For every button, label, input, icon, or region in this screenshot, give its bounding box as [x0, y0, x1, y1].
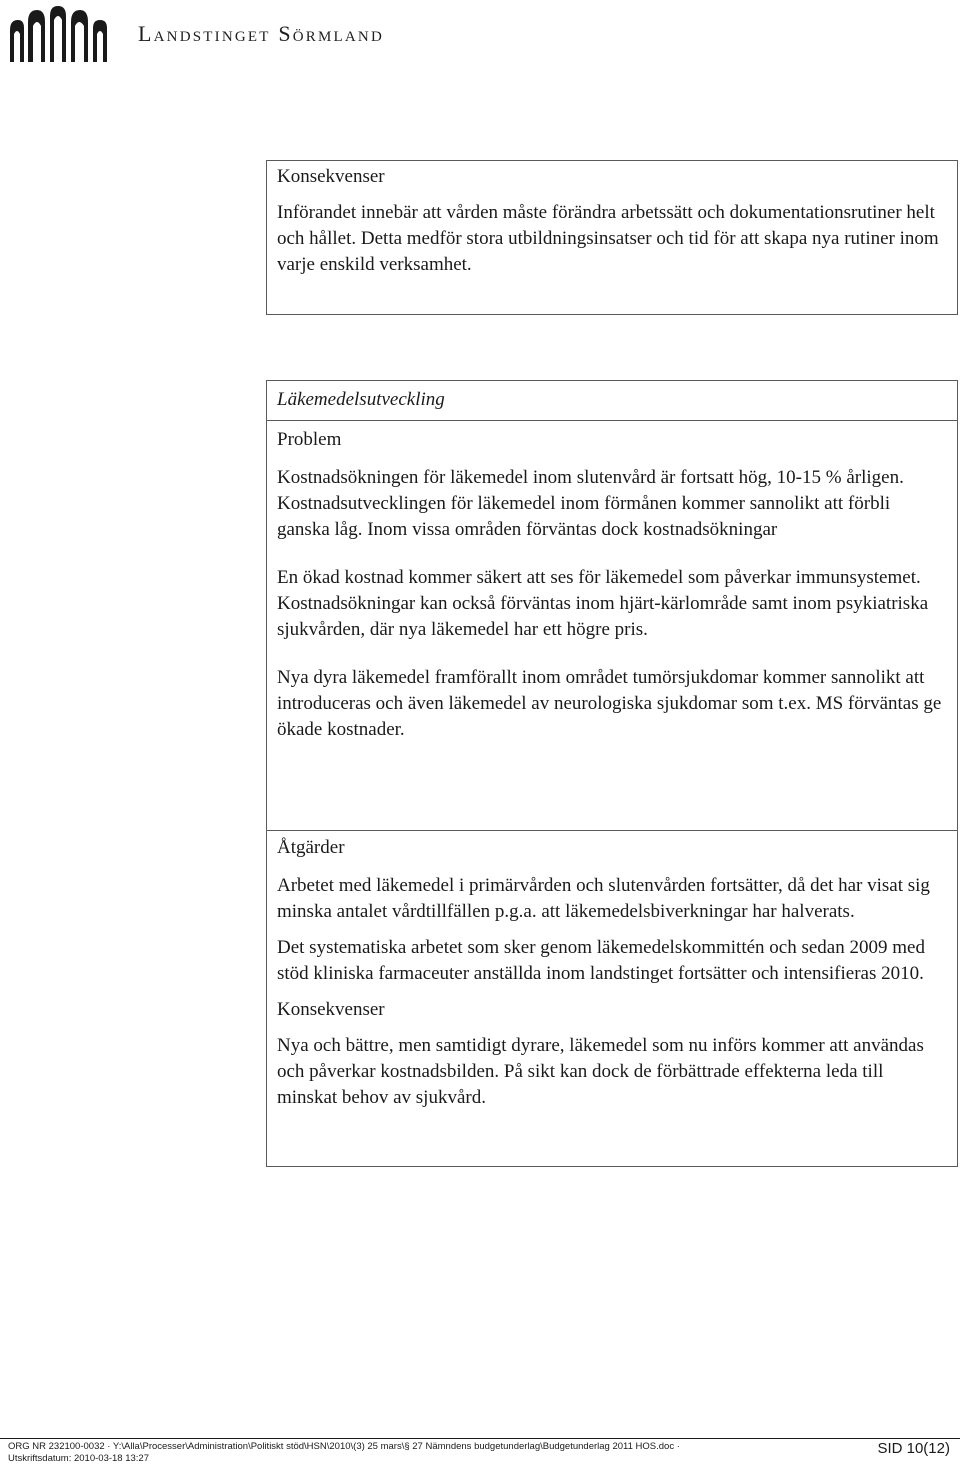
problem-section	[267, 421, 957, 831]
consequences-paragraph-2: Nya och bättre, men samtidigt dyrare, läkemedel som nu införs kommer att användas och påverkar kostnadsbilden. På sikt kan dock de förbättrade effekterna leda till minskat behov av sjukvård.	[277, 1035, 924, 1108]
problem-heading: Problem	[277, 429, 342, 450]
page-number: SID 10(12)	[877, 1440, 950, 1457]
footer-file-path: ORG NR 232100-0032 · Y:\Alla\Processer\Administration\Politiskt stöd\HSN\2010\(3) 25 mars\§ 27 Nämndens budgetunderlag\Budgetunderlag 2011 HOS.doc ·	[8, 1441, 680, 1452]
footer-print-date: Utskriftsdatum: 2010-03-18 13:27	[8, 1453, 149, 1464]
landstinget-logo-icon	[8, 4, 124, 64]
actions-section	[267, 831, 957, 1111]
consequences-box	[266, 160, 958, 315]
pharmaceuticals-box	[266, 380, 958, 1167]
problem-paragraph-3: Nya dyra läkemedel framförallt inom området tumörsjukdomar kommer sannolikt att introduceras och även läkemedel av neurologiska sjukdomar som t.ex. MS förväntas ge ökade kostnader.	[277, 667, 942, 740]
consequences-heading: Konsekvenser	[277, 166, 385, 187]
actions-paragraph-1: Arbetet med läkemedel i primärvården och slutenvården fortsätter, då det har visat sig minska antalet vårdtillfällen p.g.a. att läkemedelsbiverkningar har halverats.	[277, 875, 930, 922]
actions-heading: Åtgärder	[277, 837, 345, 858]
actions-paragraph-2: Det systematiska arbetet som sker genom läkemedelskommittén och sedan 2009 med stöd kliniska farmaceuter anställda inom landstinget fortsätter och intensifieras 2010.	[277, 937, 925, 984]
footer	[8, 1441, 680, 1465]
pharmaceuticals-title: Läkemedelsutveckling	[277, 389, 445, 410]
problem-paragraph-2: En ökad kostnad kommer säkert att ses för läkemedel som påverkar immunsystemet. Kostnadsökningar kan också förväntas inom hjärt-kärlområde samt inom psykiatriska sjukvården, där nya läkemedel har ett högre pris.	[277, 567, 929, 640]
problem-paragraph-1: Kostnadsökningen för läkemedel inom slutenvård är fortsatt hög, 10-15 % årligen. Kostnadsutvecklingen för läkemedel inom förmånen kommer sannolikt att förbli ganska låg. Inom vissa områden förväntas dock kostnadsökningar	[277, 467, 904, 540]
consequences-heading-2: Konsekvenser	[277, 999, 385, 1020]
consequences-paragraph: Införandet innebär att vården måste förändra arbetssätt och dokumentationsrutiner helt och hållet. Detta medför stora utbildningsinsatser och tid för att skapa nya rutiner inom varje enskild verksamhet.	[277, 202, 939, 275]
footer-divider	[0, 1438, 960, 1439]
pharmaceuticals-title-row	[267, 381, 957, 421]
organization-name: Landstinget Sörmland	[138, 21, 384, 46]
